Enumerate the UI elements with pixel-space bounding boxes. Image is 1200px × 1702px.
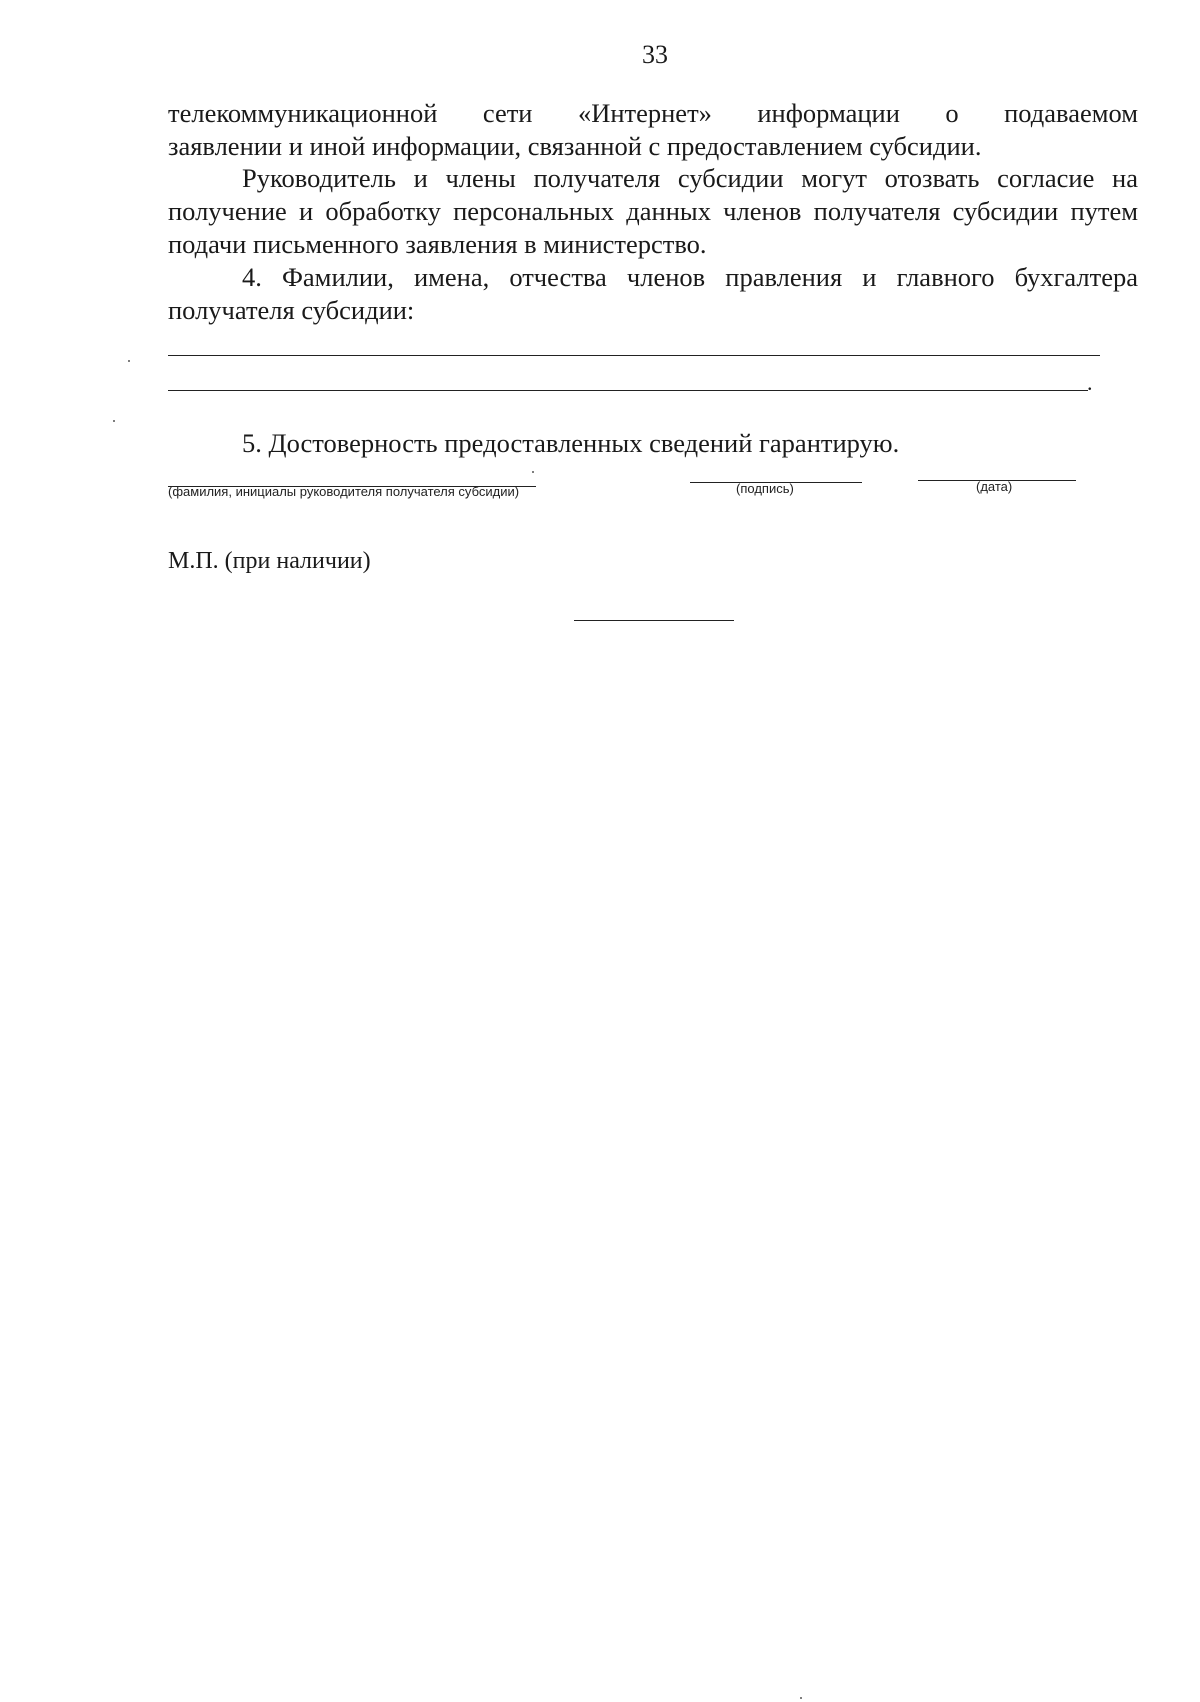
name-caption: (фамилия, инициалы руководителя получателя субсидии) <box>168 484 520 499</box>
scan-speck <box>128 360 130 362</box>
scan-speck <box>532 471 534 473</box>
fill-in-line-1 <box>168 355 1100 356</box>
continuation-line-2: заявлении и иной информации, связанной с предоставлением субсидии. <box>168 131 982 161</box>
paragraph-item-5: 5. Достоверность предоставленных сведений гарантирую. <box>242 428 900 458</box>
stamp-label: М.П. (при наличии) <box>168 548 371 574</box>
paragraph-item-4: 4. Фамилии, имена, отчества членов правления и главного бухгалтера получателя субсидии: <box>168 262 1138 325</box>
continuation-line-1: телекоммуникационной сети «Интернет» информации о подаваемом <box>168 98 1138 128</box>
fill-in-line-2 <box>168 390 1088 391</box>
signature-caption: (подпись) <box>736 481 794 496</box>
scan-speck <box>800 1697 802 1699</box>
date-caption: (дата) <box>976 479 1013 494</box>
paragraph-continuation <box>168 97 1138 163</box>
document-end-rule <box>574 620 734 621</box>
fill-in-end-period: . <box>1087 370 1093 395</box>
paragraph-consent-withdrawal: Руководитель и члены получателя субсидии могут отозвать согласие на получение и обработку персональных данных членов получателя субсидии путем подачи письменного заявления в министерство. <box>168 163 1138 259</box>
page-number: 33 <box>642 40 668 69</box>
scan-speck <box>113 420 115 422</box>
